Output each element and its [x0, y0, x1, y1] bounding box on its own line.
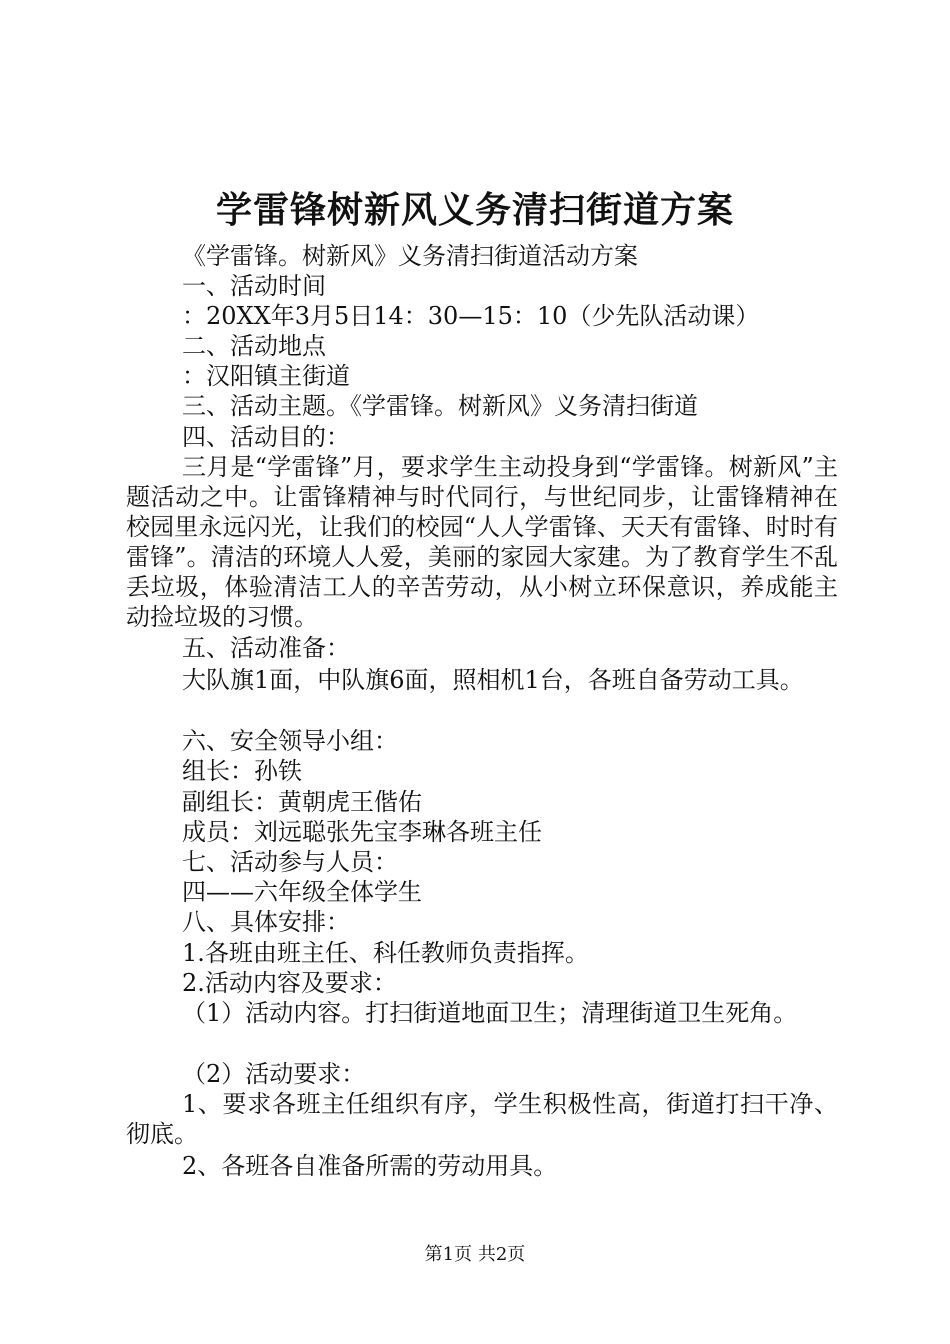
section-2-value: ：汉阳镇主街道: [182, 362, 350, 390]
document-title: 学雷锋树新风义务清扫街道方案: [215, 189, 734, 231]
section-3-heading: 三、活动主题。《学雷锋。树新风》义务清扫街道: [182, 392, 698, 420]
section-8-requirements: （2）活动要求：: [182, 1060, 366, 1088]
section-6-members: 成员：刘远聪张先宝李琳各班主任: [182, 818, 542, 846]
section-7-heading: 七、活动参与人员：: [182, 848, 398, 876]
section-8-requirement-2: 2、各班各自准备所需的劳动用具。: [182, 1152, 558, 1180]
section-5-heading: 五、活动准备：: [182, 634, 350, 662]
section-8-content: （1）活动内容。打扫街道地面卫生；清理街道卫生死角。: [182, 999, 798, 1027]
section-6-leader: 组长：孙铁: [182, 757, 302, 785]
section-8-item-2: 2.活动内容及要求：: [182, 969, 397, 997]
page-footer: 第1页 共2页: [424, 1244, 526, 1265]
section-6-heading: 六、安全领导小组：: [182, 727, 398, 755]
section-2-heading: 二、活动地点: [182, 332, 326, 360]
section-5-paragraph: 大队旗1面，中队旗6面，照相机1台，各班自备劳动工具。: [182, 666, 804, 694]
section-8-heading: 八、具体安排：: [182, 908, 350, 936]
section-4-paragraph: 三月是“学雷锋”月，要求学生主动投身到“学雷锋。树新风”主题活动之中。让雷锋精神与时代同行，与世纪同步，让雷锋精神在校园里永远闪光，让我们的校园“人人学雷锋、天天有雷锋、时时有雷锋”。清洁的环境人人爱，美丽的家园大家建。为了教育学生不乱丢垃圾，体验清洁工人的辛苦劳动，从小树立环保意识，养成能主动捡垃圾的习惯。: [126, 453, 838, 631]
section-4-heading: 四、活动目的：: [182, 423, 350, 451]
section-1-heading: 一、活动时间: [182, 272, 326, 300]
section-7-value: 四——六年级全体学生: [182, 878, 422, 906]
subtitle-line: 《学雷锋。树新风》义务清扫街道活动方案: [182, 242, 638, 270]
section-8-item-1: 1.各班由班主任、科任教师负责指挥。: [182, 939, 589, 967]
section-8-requirement-1: 1、要求各班主任组织有序，学生积极性高，街道打扫干净、彻底。: [126, 1090, 838, 1148]
section-6-deputy: 副组长：黄朝虎王偕佑: [182, 788, 422, 816]
section-1-value: ：20XX年3月5日14：30—15：10（少先队活动课）: [182, 302, 760, 330]
